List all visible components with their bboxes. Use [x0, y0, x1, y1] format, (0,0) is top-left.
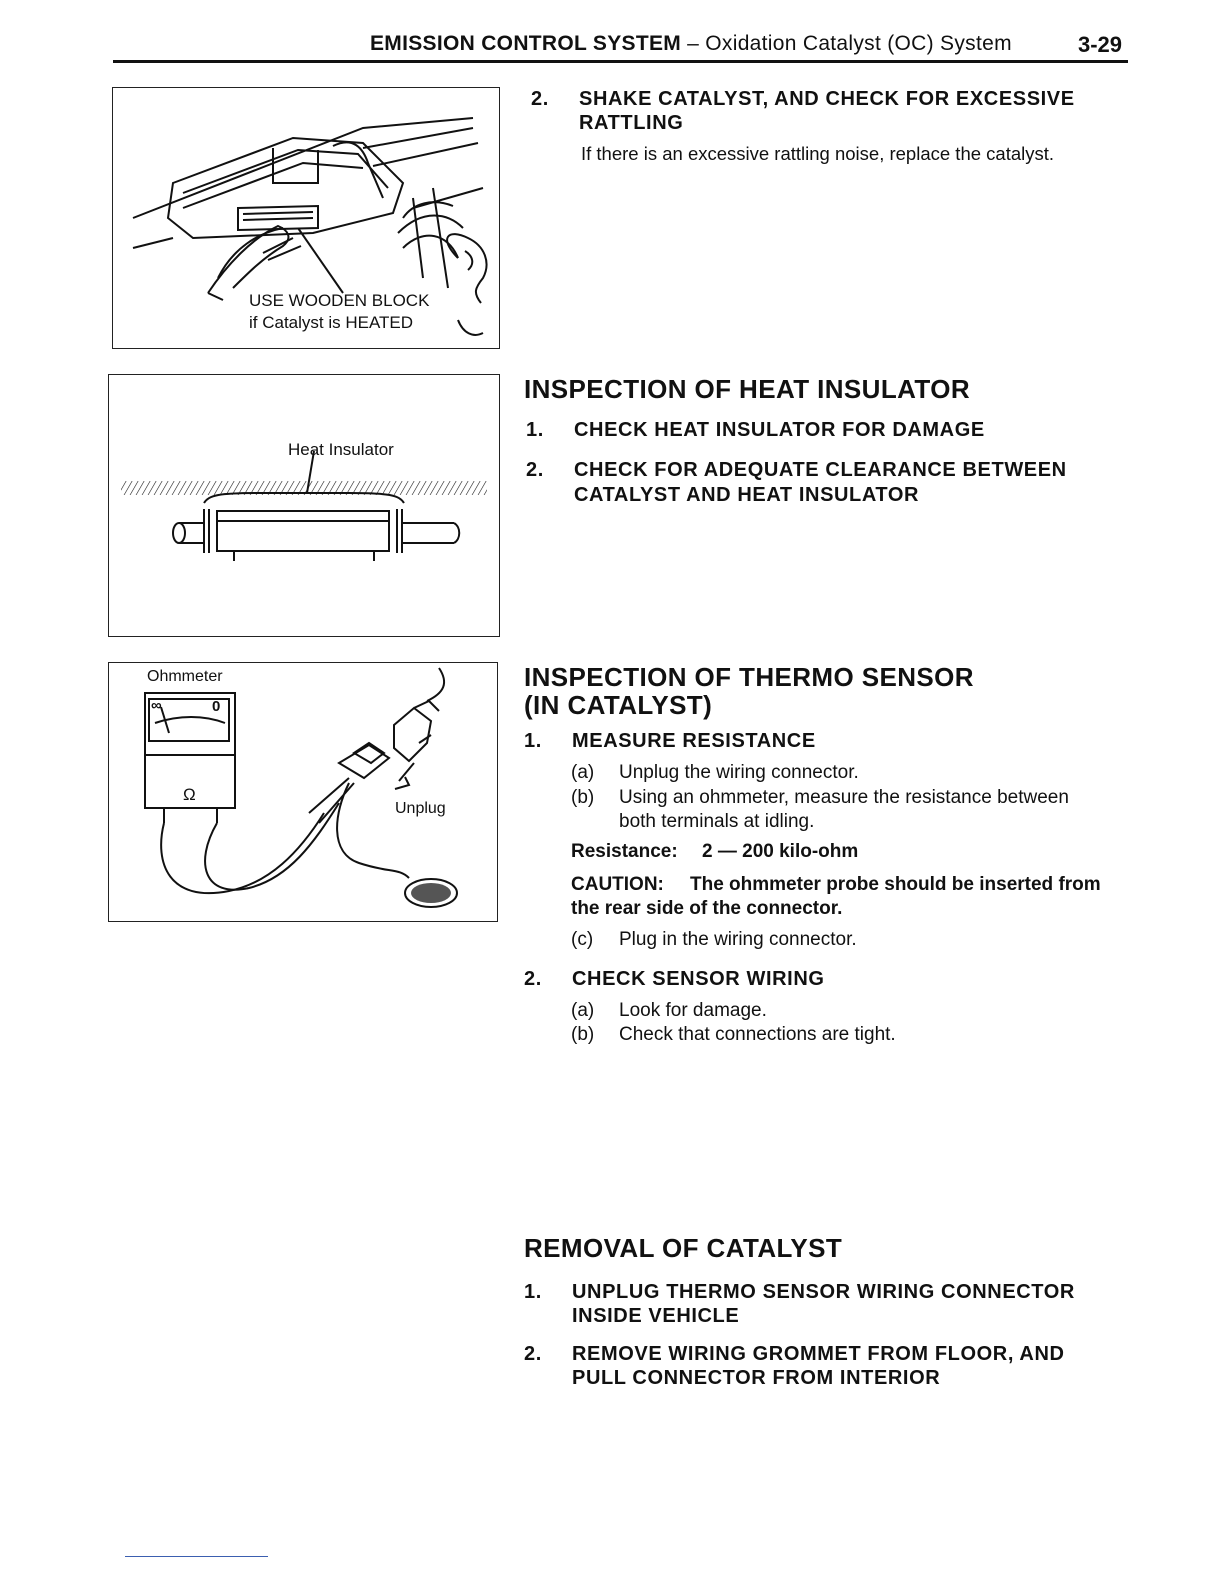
shake-step-number: 2.	[531, 88, 549, 110]
heat-step-1-text: CHECK HEAT INSULATOR FOR DAMAGE	[574, 419, 985, 441]
heat-insulator-heading: INSPECTION OF HEAT INSULATOR	[524, 374, 970, 404]
page-header-title	[370, 32, 1012, 56]
shake-note: If there is an excessive rattling noise, replace the catalyst.	[581, 143, 1055, 164]
header-title-dash: –	[681, 32, 706, 55]
removal-step-1-line2: INSIDE VEHICLE	[572, 1305, 740, 1327]
removal-step-2-line1: REMOVE WIRING GROMMET FROM FLOOR, AND	[572, 1343, 1065, 1365]
figure-shake-catalyst	[112, 87, 500, 349]
thermo-sub-c	[571, 928, 1131, 952]
heat-step-2	[526, 458, 1126, 508]
shake-step-line2: RATTLING	[579, 112, 684, 134]
caution-line1: The ohmmeter probe should be inserted from	[690, 874, 1101, 895]
figure-ohmmeter	[108, 662, 498, 922]
removal-step-2-number: 2.	[524, 1343, 542, 1365]
ohmmeter-illustration	[109, 663, 497, 921]
removal-step-1	[524, 1280, 1124, 1330]
thermo-step-1-number: 1.	[524, 730, 542, 752]
heat-insulator-label: Heat Insulator	[288, 440, 394, 459]
heat-step-2-line1: CHECK FOR ADEQUATE CLEARANCE BETWEEN	[574, 459, 1067, 481]
thermo-step-2	[524, 967, 1124, 993]
resistance-spec	[571, 840, 1131, 864]
thermo-step-1-title: MEASURE RESISTANCE	[572, 730, 816, 752]
removal-step-1-number: 1.	[524, 1281, 542, 1303]
page-number: 3-29	[1078, 32, 1123, 57]
resistance-value: 2 — 200 kilo-ohm	[702, 841, 859, 862]
removal-step-1-line1: UNPLUG THERMO SENSOR WIRING CONNECTOR	[572, 1281, 1075, 1303]
wiring-sub-a-text: Look for damage.	[619, 1000, 767, 1021]
header-title-bold: EMISSION CONTROL SYSTEM	[370, 32, 682, 55]
thermo-heading-line2: (IN CATALYST)	[524, 690, 713, 720]
header-rule	[113, 60, 1128, 63]
removal-heading: REMOVAL OF CATALYST	[524, 1233, 843, 1263]
thermo-step-1	[524, 729, 1124, 755]
dial-zero: 0	[212, 698, 221, 715]
shake-step-line1: SHAKE CATALYST, AND CHECK FOR EXCESSIVE	[579, 88, 1075, 110]
ohm-symbol: Ω	[183, 785, 196, 804]
wiring-sub-b-text: Check that connections are tight.	[619, 1024, 896, 1045]
wiring-sub-a	[571, 999, 1131, 1023]
thermo-heading-line1: INSPECTION OF THERMO SENSOR	[524, 662, 974, 692]
thermo-sub-b-line1: Using an ohmmeter, measure the resistance between	[619, 787, 1069, 808]
header-title-rest: Oxidation Catalyst (OC) System	[705, 32, 1012, 55]
resistance-label: Resistance:	[571, 841, 678, 862]
shake-label-line1: USE WOODEN BLOCK	[249, 291, 430, 310]
wiring-sub-b	[571, 1023, 1131, 1047]
removal-step-2	[524, 1342, 1124, 1392]
thermo-sub-c-label: (c)	[571, 929, 594, 950]
wiring-sub-a-label: (a)	[571, 1000, 595, 1021]
figure-heat-insulator	[108, 374, 500, 637]
heat-insulator-illustration	[109, 375, 499, 636]
heat-step-2-number: 2.	[526, 459, 544, 481]
thermo-sub-b-line2: both terminals at idling.	[619, 811, 815, 832]
heat-step-1	[526, 418, 1126, 444]
shake-label-line2: if Catalyst is HEATED	[249, 313, 414, 332]
removal-step-2-line2: PULL CONNECTOR FROM INTERIOR	[572, 1367, 941, 1389]
thermo-step-2-number: 2.	[524, 968, 542, 990]
wiring-sub-b-label: (b)	[571, 1024, 595, 1045]
heat-step-1-number: 1.	[526, 419, 544, 441]
thermo-sub-c-text: Plug in the wiring connector.	[619, 929, 857, 950]
thermo-sub-a	[571, 761, 1131, 785]
unplug-label: Unplug	[395, 800, 446, 817]
thermo-sub-b-label: (b)	[571, 787, 595, 808]
thermo-sub-b	[571, 786, 1131, 834]
dial-infinity: ∞	[151, 697, 162, 714]
caution-line2: the rear side of the connector.	[571, 898, 843, 919]
shake-step	[531, 87, 1131, 135]
bottom-rule	[125, 1556, 268, 1557]
thermo-sub-a-label: (a)	[571, 762, 595, 783]
caution-label: CAUTION:	[571, 874, 664, 895]
thermo-step-2-title: CHECK SENSOR WIRING	[572, 968, 825, 990]
caution-block	[571, 873, 1131, 921]
ohmmeter-label: Ohmmeter	[147, 668, 223, 685]
heat-step-2-line2: CATALYST AND HEAT INSULATOR	[574, 484, 920, 506]
thermo-sub-a-text: Unplug the wiring connector.	[619, 762, 859, 783]
